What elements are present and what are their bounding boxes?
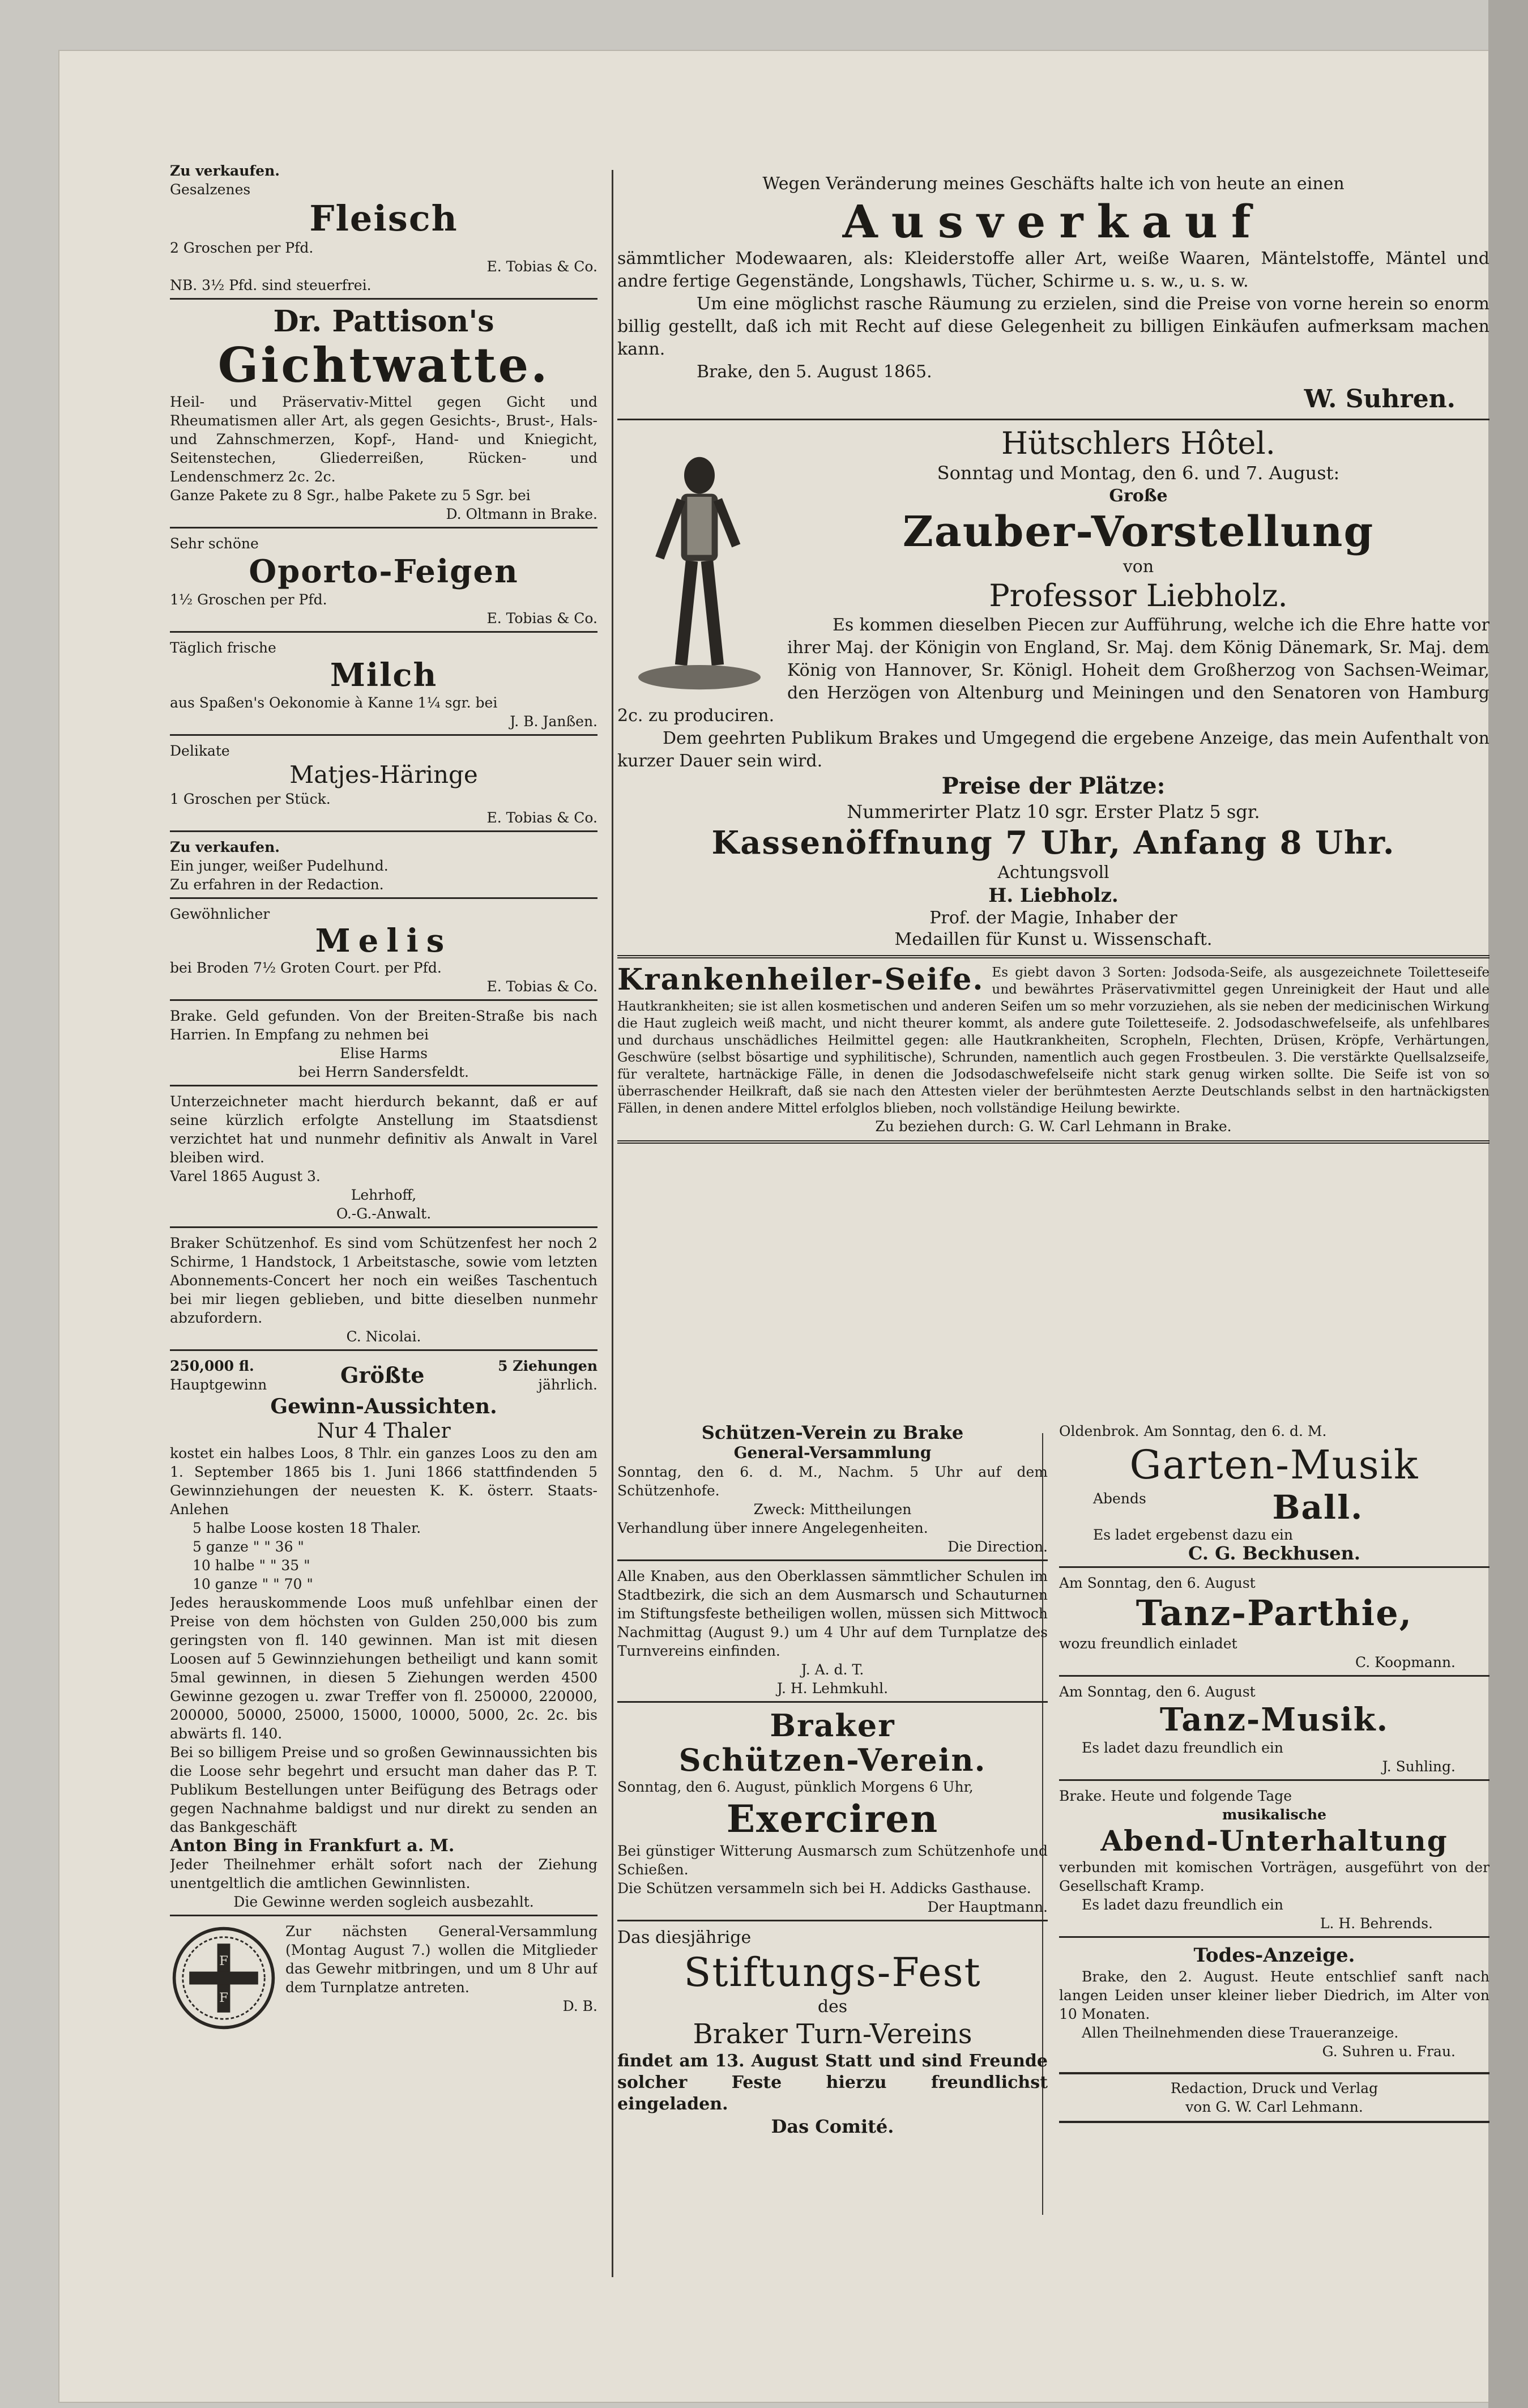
sub-column-left [617, 1422, 1048, 2271]
magician-name: Professor Liebholz. [989, 578, 1288, 613]
ad-title: Gichtwatte. [217, 337, 550, 393]
divider [170, 830, 597, 832]
book-spine [1488, 0, 1528, 2408]
ad-title: Ausverkauf [842, 195, 1265, 248]
ad-melis [170, 905, 597, 996]
divider [1059, 1779, 1489, 1781]
ad-fleisch [170, 161, 597, 295]
invite: Es ladet ergebenst dazu ein [1093, 1527, 1294, 1543]
label-sub: Gesalzenes [170, 181, 251, 198]
body: Allen Theilnehmenden diese Traueranzeige. [1082, 2025, 1399, 2041]
ad-title: Fleisch [309, 198, 458, 239]
sign: J. A. d. T. [801, 1661, 864, 1678]
title: O.-G.-Anwalt. [336, 1205, 432, 1222]
title: Braker [770, 1707, 895, 1744]
title: Schützen-Verein zu Brake [701, 1422, 964, 1443]
seller: E. Tobias & Co. [486, 809, 597, 826]
divider [1059, 1566, 1489, 1568]
body [617, 964, 1489, 1117]
divider [170, 631, 597, 633]
sign: G. Suhren u. Frau. [1322, 2043, 1456, 2060]
date: Varel 1865 August 3. [170, 1168, 321, 1184]
body: Jedes herauskommende Loos muß unfehlbar einen der Preise von dem höchsten von Gulden 250,000 bis zum geringsten von fl. 140 gewinnen. Man ist mit diesen Loosen auf 5 Gewinnziehungen betheiligt und kann somit 5mal gewinnen, in diesen 5 Ziehungen werden 4500 Gewinne gezogen u. zwar Treffer von fl. 250000, 220000, 200000, 50000, 25000, 15000, 10000, 5000, 2c. 2c. bis abwärts fl. 140. [170, 1595, 597, 1742]
divider [170, 734, 597, 736]
achtung: Achtungsvoll [997, 863, 1109, 883]
invite: wozu freundlich einladet [1059, 1635, 1237, 1652]
body: Brake. Geld gefunden. Von der Breiten-Straße bis nach Harrien. In Empfang zu nehmen bei [170, 1008, 597, 1043]
sign-line: Prof. der Magie, Inhaber der [929, 908, 1177, 928]
des: des [817, 1997, 848, 2017]
body: Die Schützen versammeln sich bei H. Addicks Gasthause. [617, 1880, 1031, 1896]
body: kostet ein halbes Loos, 8 Thlr. ein ganzes Loos zu den am 1. September 1865 bis 1. Juni 1866 stattfindenden 5 Gewinnziehungen der neuesten K. K. österr. Staats-Anlehen [170, 1445, 597, 1518]
note: NB. 3½ Pfd. sind steuerfrei. [170, 277, 372, 293]
sign-line: Medaillen für Kunst u. Wissenschaft. [894, 930, 1213, 949]
ad-generalversammlung [170, 1922, 597, 2015]
ad-tanzmusik [1059, 1682, 1489, 1776]
name: Elise Harms [339, 1045, 428, 1062]
price: 1½ Groschen per Pfd. [170, 591, 327, 608]
abends: Abends [1093, 1490, 1146, 1507]
lottery-groesste: Größte [340, 1362, 425, 1388]
intro: Wegen Veränderung meines Geschäfts halte ich von heute an einen [762, 174, 1345, 194]
ad-matjes [170, 741, 597, 827]
musik: musikalische [1222, 1806, 1327, 1823]
ad-milch [170, 638, 597, 731]
name: Lehrhoff, [351, 1187, 417, 1203]
svg-text:F: F [219, 1990, 228, 2005]
sign: H. Liebholz. [988, 884, 1119, 907]
title: Tanz-Musik. [1159, 1701, 1389, 1738]
imprint-line: Redaction, Druck und Verlag [1170, 2080, 1378, 2096]
ad-title: Matjes-Häringe [289, 761, 478, 789]
label: Gewöhnlicher [170, 906, 270, 922]
label: Zu verkaufen. [170, 839, 280, 855]
right-column [617, 173, 1489, 1149]
body: Bei so billigem Preise und so großen Gewinnaussichten bis die Loose sehr begehrt und ersucht man daher das P. T. Publikum Bestellungen unter Beifügung des Betrags oder gegen Nachnahme baldigst und nur direkt zu senden an das Bankgeschäft [170, 1744, 597, 1835]
title: Stiftungs-Fest [684, 1949, 981, 1996]
divider [1059, 1936, 1489, 1938]
ad-braker-schuetzen [617, 1708, 1048, 1916]
ad-knaben [617, 1567, 1048, 1698]
sign: J. Suhling. [1382, 1758, 1456, 1775]
ad-schuetzenhof [170, 1234, 597, 1346]
ad-lehrhoff [170, 1092, 597, 1223]
price-row: 5 halbe Loose kosten 18 Thaler. [193, 1520, 421, 1536]
divider [617, 1701, 1048, 1703]
date: Brake, den 5. August 1865. [697, 362, 932, 382]
body-text: Es giebt davon 3 Sorten: Jodsoda-Seife, als ausgezeichnete Toiletteseife und bewährtes Präservativmittel gegen Unreinigkeit der Haut und alle Hautkrankheiten; sie ist allen kosmetischen und anderen Seifen um so mehr vorzuziehen, als sie neben der medicinischen Wirkung die Haut zugleich weiß macht, und nicht theurer kommt, als andere gute Toiletteseife. 2. Jodsodaschwefelseife, als unfehlbares und durchaus unschädliches Heilmittel gegen: alle Hautkrankheiten, Scropheln, Flechten, Drüsen, Kröpfe, Verhärtungen, Geschwüre (selbst bösartige und syphilitische), Schrunden, namentlich auch gegen Frostbeulen. 3. Die verstärkte Quellsalzseife, für veraltete, hartnäckige Fälle, in denen die Jodsodaschwefelseife nicht stark genug wirken sollte. Die Seife ist von so überraschender Heilkraft, daß sie nach den Attesten vieler der berühmtesten Aerzte Deutschlands selbst in den hartnäckigsten Fällen, in denen andere Mittel erfolglos blieben, noch vollständige Heilung bewirkte. [617, 965, 1489, 1116]
subtitle: General-Versammlung [733, 1443, 932, 1462]
divider [170, 1226, 597, 1228]
lottery-header [170, 1357, 597, 1394]
ball: Ball. [1272, 1488, 1364, 1527]
body: verbunden mit komischen Vorträgen, ausgeführt von der Gesellschaft Kramp. [1059, 1859, 1489, 1894]
header: Brake. Heute und folgende Tage [1059, 1788, 1292, 1804]
title: Tanz-Parthie, [1136, 1592, 1413, 1634]
ad-title: Zauber-Vorstellung [902, 508, 1375, 556]
body: Dem geehrten Publikum Brakes und Umgegend die ergebene Anzeige, das mein Aufenthalt von kurzer Dauer sein wird. [617, 728, 1489, 771]
header: Oldenbrok. Am Sonntag, den 6. d. M. [1059, 1423, 1327, 1439]
von: von [1122, 557, 1154, 577]
body: aus Spaßen's Oekonomie à Kanne 1¼ sgr. bei [170, 694, 498, 711]
header: Am Sonntag, den 6. August [1059, 1575, 1256, 1591]
body: Sonntag, den 6. d. M., Nachm. 5 Uhr auf dem Schützenhofe. [617, 1464, 1048, 1499]
price: 2 Groschen per Pfd. [170, 240, 314, 256]
body: sämmtlicher Modewaaren, als: Kleiderstoffe aller Art, weiße Waaren, Mäntelstoffe, Mäntel und andre fertige Gegenstände, Longshawls, Tücher, Schirme u. s. w., u. s. w. [617, 249, 1489, 291]
divider [170, 897, 597, 899]
ad-lotterie [170, 1357, 597, 1911]
ad-abendunterhaltung [1059, 1787, 1489, 1933]
body: Um eine möglichst rasche Räumung zu erzielen, sind die Preise von vorne herein so enorm billig gestellt, daß ich mit Recht auf diese Gelegenheit zu billigen Einkäufen aufmerksam machen kann. [617, 294, 1489, 359]
divider [170, 999, 597, 1001]
ad-geld-gefunden [170, 1007, 597, 1081]
divider [1059, 1675, 1489, 1677]
date: Sonntag und Montag, den 6. und 7. August: [937, 462, 1340, 484]
seller: E. Tobias & Co. [486, 610, 597, 626]
ad-title: Milch [330, 657, 438, 694]
body: Verhandlung über innere Angelegenheiten. [617, 1520, 928, 1536]
name: C. Nicolai. [346, 1328, 421, 1345]
body: findet am 13. August Statt und sind Freunde solcher Feste hierzu freundlichst eingeladen. [617, 2051, 1048, 2114]
label: Sehr schöne [170, 535, 259, 552]
label: Das diesjährige [617, 1928, 752, 1947]
sign: C. Koopmann. [1355, 1654, 1456, 1670]
sign: J. H. Lehmkuhl. [776, 1680, 889, 1697]
divider [617, 1140, 1489, 1144]
body: Es kommen dieselben Piecen zur Aufführung, welche ich die Ehre hatte vor ihrer Maj. der Königin von England, Sr. Maj. dem König Dänemark, Sr. Maj. dem König von Hannover, Sr. Königl. Hoheit dem Großherzog von Sachsen-Weimar, den Herzögen von Altenburg und Meiningen und den Senatoren von Hamburg 2c. zu produciren. [617, 615, 1489, 726]
invite: Es ladet dazu freundlich ein [1082, 1896, 1283, 1913]
body: Sonntag, den 6. August, pünklich Morgens 6 Uhr, [617, 1779, 974, 1795]
title: Abend-Unterhaltung [1100, 1824, 1448, 1857]
imprint [1059, 2072, 1489, 2123]
label: Täglich frische [170, 640, 276, 656]
address: bei Herrn Sandersfeldt. [298, 1064, 470, 1080]
body: Alle Knaben, aus den Oberklassen sämmtlicher Schulen im Stadtbezirk, die sich an dem Ausmarsch und Schauturnen im Stiftungsfeste betheiligen wollen, müssen sich Mittwoch Nachmittag (August 9.) um 4 Uhr auf dem Turnplatze des Turnvereins einfinden. [617, 1568, 1048, 1659]
title: Todes-Anzeige. [1193, 1944, 1355, 1967]
lottery-price: Nur 4 Thaler [317, 1420, 451, 1443]
body: Brake, den 2. August. Heute entschlief sanft nach langen Leiden unser kleiner lieber Diedrich, im Alter von 10 Monaten. [1059, 1968, 1489, 2022]
ad-title: Melis [315, 922, 453, 960]
ad-ausverkauf [617, 173, 1489, 415]
price-row: 5 ganze " " 36 " [193, 1538, 304, 1555]
price: Ganze Pakete zu 8 Sgr., halbe Pakete zu 5 Sgr. bei [170, 487, 531, 504]
ad-zauber [617, 426, 1489, 951]
column-divider [612, 170, 613, 2277]
label: Delikate [170, 743, 230, 759]
hotel: Hütschlers Hôtel. [1001, 425, 1275, 461]
draws-label: jährlich. [538, 1376, 597, 1393]
ad-title: Oporto-Feigen [249, 553, 519, 590]
divider [617, 419, 1489, 420]
ad-todesanzeige [1059, 1944, 1489, 2061]
seller: E. Tobias & Co. [486, 978, 597, 995]
sign: Der Hauptmann. [927, 1899, 1048, 1915]
main-prize: 250,000 fl. [170, 1358, 254, 1374]
ad-name: Dr. Pattison's [273, 304, 494, 339]
seller: D. Oltmann in Brake. [446, 506, 597, 522]
title: Garten-Musik [1129, 1442, 1419, 1488]
left-column [170, 161, 597, 2032]
grosse: Große [1109, 486, 1168, 506]
price-row: 10 ganze " " 70 " [193, 1576, 313, 1592]
bottom-sub-columns [617, 1422, 1489, 2271]
price: 1 Groschen per Stück. [170, 791, 331, 807]
divider [617, 1920, 1048, 1921]
body: Braker Schützenhof. Es sind vom Schützenfest her noch 2 Schirme, 1 Handstock, 1 Arbeitstasche, sowie vom letzten Abonnements-Concert her noch ein weißes Taschentuch bei mir liegen geblieben, und bitte dieselben nunmehr abzufordern. [170, 1235, 597, 1326]
header: Am Sonntag, den 6. August [1059, 1684, 1256, 1700]
firm: Anton Bing in Frankfurt a. M. [170, 1836, 455, 1856]
line: Zu erfahren in der Redaction. [170, 876, 384, 893]
price-row: 10 halbe " " 35 " [193, 1557, 310, 1574]
source: Zu beziehen durch: G. W. Carl Lehmann in Brake. [875, 1118, 1232, 1135]
body: Bei günstiger Witterung Ausmarsch zum Schützenhofe und Schießen. [617, 1843, 1048, 1878]
body: Zur nächsten General-Versammlung (Montag August 7.) wollen die Mitglieder das Gewehr mitbringen, und um 8 Uhr auf dem Turnplatze antreten. [285, 1923, 597, 1996]
ad-pattison [170, 305, 597, 523]
ad-schuetzenverein [617, 1422, 1048, 1556]
main-prize-label: Hauptgewinn [170, 1376, 267, 1393]
ball-row [1059, 1489, 1489, 1525]
divider [617, 1559, 1048, 1561]
svg-text:F: F [219, 1954, 228, 1969]
ad-tanzparthie [1059, 1574, 1489, 1672]
magician-figure-icon [623, 449, 776, 698]
sign: D. B. [562, 1998, 597, 2014]
turnverein: Braker Turn-Vereins [693, 2018, 972, 2050]
body: Die Gewinne werden sogleich ausbezahlt. [233, 1894, 534, 1910]
ad-gartenmusik [1059, 1422, 1489, 1563]
divider [170, 298, 597, 300]
comite: Das Comité. [771, 2116, 894, 2137]
ad-stiftungsfest [617, 1927, 1048, 2138]
preise: Preise der Plätze: [941, 773, 1166, 799]
body: Heil- und Präservativ-Mittel gegen Gicht und Rheumatismen aller Art, als gegen Gesichts-, Brust-, Hals- und Zahnschmerzen, Kopf-, Hand- und Kniegicht, Seitenstechen, Gliederreißen, Rücken- und Lendenschmerz 2c. 2c. [170, 394, 597, 485]
plaetze: Nummerirter Platz 10 sgr. Erster Platz 5 sgr. [847, 801, 1260, 822]
divider [170, 527, 597, 529]
sign: L. H. Behrends. [1320, 1915, 1433, 1932]
sub-column-right [1059, 1422, 1489, 2271]
sign: C. G. Beckhusen. [1188, 1542, 1361, 1564]
sign: Die Direction. [947, 1538, 1048, 1555]
exerciren: Exerciren [726, 1797, 939, 1841]
divider [170, 1915, 597, 1916]
invite: Es ladet dazu freundlich ein [1082, 1740, 1283, 1756]
ad-oporto [170, 534, 597, 628]
zweck: Zweck: Mittheilungen [753, 1501, 912, 1518]
title: Schützen-Verein. [678, 1742, 987, 1778]
seller: E. Tobias & Co. [486, 258, 597, 275]
imprint-line: von G. W. Carl Lehmann. [1185, 2099, 1363, 2115]
price: bei Broden 7½ Groten Court. per Pfd. [170, 960, 442, 976]
turner-seal-icon [170, 1924, 278, 2032]
body: Jeder Theilnehmer erhält sofort nach der Ziehung unentgeltlich die amtlichen Gewinnlisten. [170, 1856, 597, 1891]
lottery-heading: Gewinn-Aussichten. [270, 1395, 497, 1418]
kasse: Kassenöffnung 7 Uhr, Anfang 8 Uhr. [711, 824, 1395, 862]
divider [617, 955, 1489, 958]
ad-title: Krankenheiler-Seife. [617, 962, 984, 997]
draws: 5 Ziehungen [498, 1358, 597, 1374]
label: Zu verkaufen. [170, 163, 280, 179]
line: Ein junger, weißer Pudelhund. [170, 858, 389, 874]
sign: W. Suhren. [1304, 385, 1456, 414]
divider [170, 1085, 597, 1086]
ad-seife [617, 964, 1489, 1136]
seller: J. B. Janßen. [510, 713, 597, 730]
body: Unterzeichneter macht hierdurch bekannt, daß er auf seine kürzlich erfolgte Anstellung im Staatsdienst verzichtet hat und nunmehr definitiv als Anwalt in Varel bleiben wird. [170, 1093, 597, 1166]
divider [170, 1349, 597, 1351]
ad-pudel [170, 838, 597, 894]
